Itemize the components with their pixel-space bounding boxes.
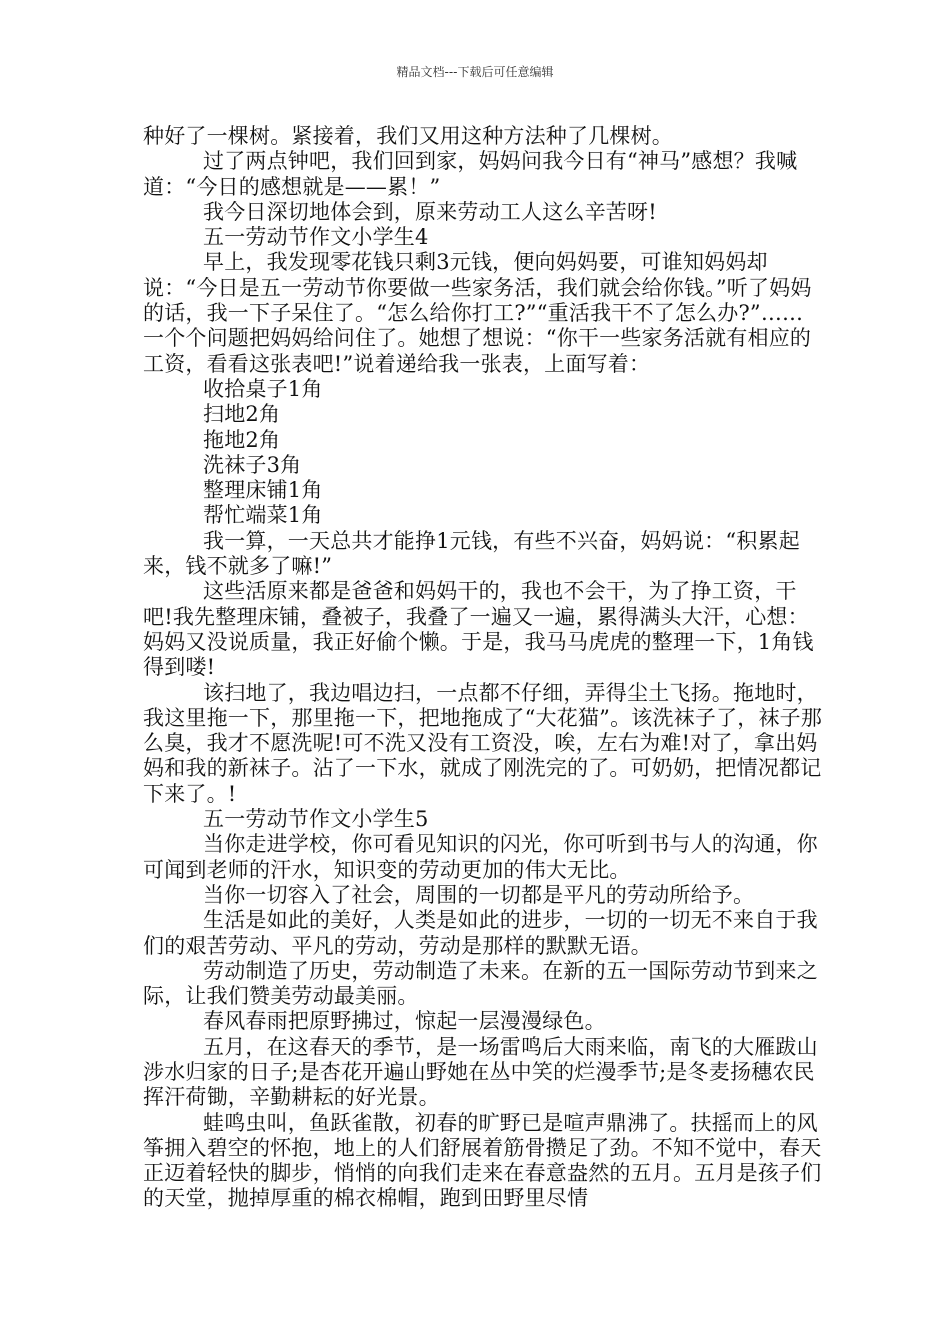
list-item: 扫地2角 <box>203 402 281 427</box>
paragraph: 劳动制造了历史，劳动制造了未来。在新的五一国际劳动节到来之际，让我们赞美劳动最美丽。 <box>143 958 818 1009</box>
list-item: 整理床铺1角 <box>203 478 323 503</box>
section-heading: 五一劳动节作文小学生5 <box>203 807 429 832</box>
section-heading: 五一劳动节作文小学生4 <box>203 225 429 250</box>
paragraph: 当你一切容入了社会，周围的一切都是平凡的劳动所给予。 <box>203 882 755 907</box>
list-item: 帮忙端菜1角 <box>203 503 323 528</box>
paragraph: 蛙鸣虫叫，鱼跃雀散，初春的旷野已是喧声鼎沸了。扶摇而上的风筝拥入碧空的怀抱，地上的人们舒展着筋骨攒足了劲。不知不觉中，春天正迈着轻快的脚步，悄悄的向我们走来在春意盎然的五月。五月是孩子们的天堂，抛掉厚重的棉衣棉帽，跑到田野里尽情 <box>143 1110 822 1211</box>
paragraph: 当你走进学校，你可看见知识的闪光，你可听到书与人的沟通，你可闻到老师的汗水，知识变的劳动更加的伟大无比。 <box>143 832 818 882</box>
paragraph: 这些活原来都是爸爸和妈妈干的，我也不会干，为了挣工资，干吧!我先整理床铺，叠被子，我叠了一遍又一遍，累得满头大汗，心想：妈妈又没说质量，我正好偷个懒。于是，我马马虎虎的整理一下，1角钱得到喽! <box>143 579 814 680</box>
list-item: 拖地2角 <box>203 427 281 452</box>
paragraph: 过了两点钟吧，我们回到家，妈妈问我今日有“神马”感想？我喊道：“今日的感想就是——累！” <box>143 149 798 199</box>
paragraph: 生活是如此的美好，人类是如此的进步，一切的一切无不来自于我们的艰苦劳动、平凡的劳动，劳动是那样的默默无语。 <box>143 908 818 958</box>
paragraph: 五月，在这春天的季节，是一场雷鸣后大雨来临，南飞的大雁跋山涉水归家的日子;是杏花开遍山野她在丛中笑的烂漫季节;是冬麦扬穗农民挥汗荷锄，辛勤耕耘的好光景。 <box>143 1034 818 1110</box>
document-body <box>143 124 823 1212</box>
paragraph: 该扫地了，我边唱边扫，一点都不仔细，弄得尘土飞扬。拖地时，我这里拖一下，那里拖一下，把地拖成了“大花猫”。该洗袜子了，袜子那么臭，我才不愿洗呢!可不洗又没有工资没，唉，左右为难!对了，拿出妈妈和我的新袜子。沾了一下水，就成了刚洗完的了。可奶奶，把情况都记下来了。! <box>143 680 823 806</box>
paragraph: 早上，我发现零花钱只剩3元钱，便向妈妈要，可谁知妈妈却说：“今日是五一劳动节你要做一些家务活，我们就会给你钱。”听了妈妈的话，我一下子呆住了。“怎么给你打工?”“重活我干不了怎么办?”……一个个问题把妈妈给问住了。她想了想说：“你干一些家务活就有相应的工资，看看这张表吧!”说着递给我一张表，上面写着： <box>143 250 812 376</box>
paragraph: 我一算，一天总共才能挣1元钱，有些不兴奋，妈妈说：“积累起来，钱不就多了嘛!” <box>143 528 800 579</box>
paragraph-continuation: 种好了一棵树。紧接着，我们又用这种方法种了几棵树。 <box>143 124 673 148</box>
paragraph: 春风春雨把原野拂过，惊起一层漫漫绿色。 <box>203 1009 606 1034</box>
page-header: 精品文档---下载后可任意编辑 <box>396 65 554 79</box>
list-item: 洗袜子3角 <box>203 452 302 477</box>
paragraph: 我今日深切地体会到，原来劳动工人这么辛苦呀! <box>203 199 657 224</box>
list-item: 收拾桌子1角 <box>203 376 323 401</box>
